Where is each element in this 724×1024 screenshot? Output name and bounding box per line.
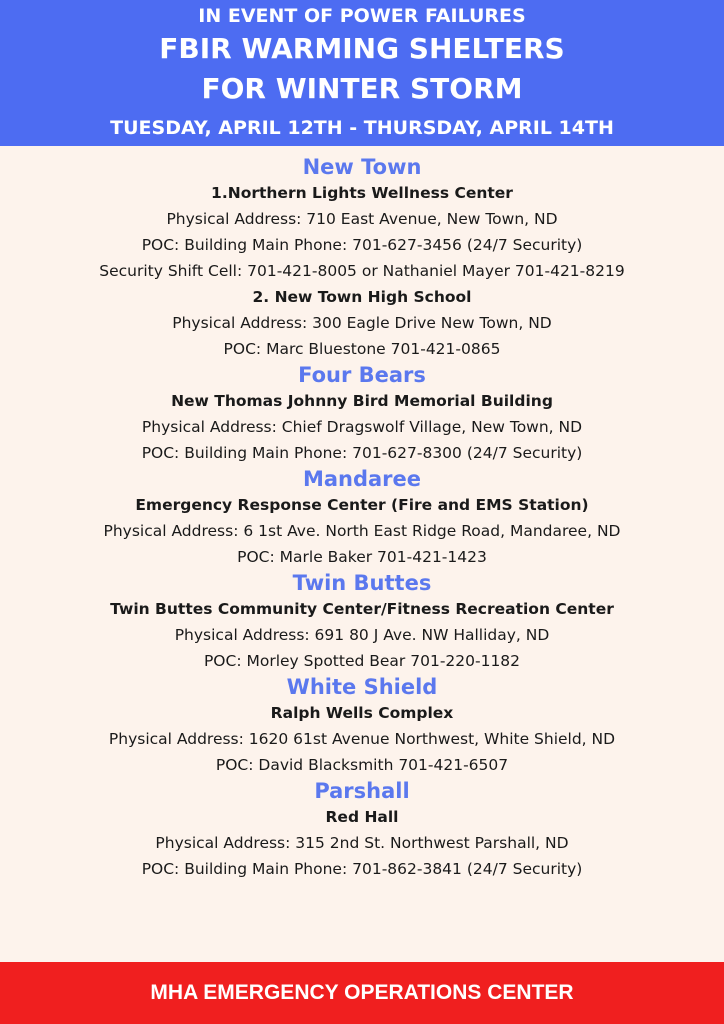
shelter-poc: POC: Building Main Phone: 701-627-8300 (24/7 Security) [141,444,583,462]
shelter-poc: POC: Marc Bluestone 701-421-0865 [223,340,501,358]
shelter-address: Physical Address: 710 East Avenue, New Town, ND [166,210,558,228]
shelter-poc: POC: Morley Spotted Bear 701-220-1182 [203,652,521,670]
shelter-poc: POC: David Blacksmith 701-421-6507 [215,756,509,774]
shelter-name: Red Hall [325,808,399,826]
header-dates: TUESDAY, APRIL 12TH - THURSDAY, APRIL 14TH [110,117,614,139]
town-heading-white-shield: White Shield [286,675,438,699]
footer-banner: MHA EMERGENCY OPERATIONS CENTER [0,962,724,1024]
shelter-name: Twin Buttes Community Center/Fitness Recreation Center [110,600,614,618]
header-title: FBIR WARMING SHELTERS [159,32,565,65]
shelter-name: 1.Northern Lights Wellness Center [211,184,513,202]
town-heading-mandaree: Mandaree [302,467,422,491]
header-banner [0,0,724,146]
town-heading-four-bears: Four Bears [298,363,426,387]
shelter-name: Emergency Response Center (Fire and EMS Station) [135,496,589,514]
shelter-address: Physical Address: 300 Eagle Drive New Town, ND [172,314,552,332]
shelter-address: Physical Address: Chief Dragswolf Village, New Town, ND [141,418,583,436]
shelter-name: Ralph Wells Complex [270,704,454,722]
shelter-address: Physical Address: 6 1st Ave. North East Ridge Road, Mandaree, ND [103,522,621,540]
header-subtitle: IN EVENT OF POWER FAILURES [198,5,526,27]
shelter-list [0,146,724,882]
header-title-2: FOR WINTER STORM [201,72,523,105]
shelter-address: Physical Address: 1620 61st Avenue Northwest, White Shield, ND [108,730,616,748]
shelter-poc: POC: Building Main Phone: 701-627-3456 (24/7 Security) [141,236,583,254]
shelter-name: 2. New Town High School [252,288,472,306]
shelter-poc: POC: Marle Baker 701-421-1423 [237,548,487,566]
shelter-security-cell: Security Shift Cell: 701-421-8005 or Nathaniel Mayer 701-421-8219 [99,262,625,280]
shelter-address: Physical Address: 691 80 J Ave. NW Halliday, ND [174,626,550,644]
shelter-poc: POC: Building Main Phone: 701-862-3841 (24/7 Security) [141,860,583,878]
shelter-address: Physical Address: 315 2nd St. Northwest Parshall, ND [155,834,569,852]
shelter-name: New Thomas Johnny Bird Memorial Building [171,392,553,410]
town-heading-twin-buttes: Twin Buttes [292,571,432,595]
town-heading-parshall: Parshall [314,779,410,803]
town-heading-new-town: New Town [302,155,422,179]
